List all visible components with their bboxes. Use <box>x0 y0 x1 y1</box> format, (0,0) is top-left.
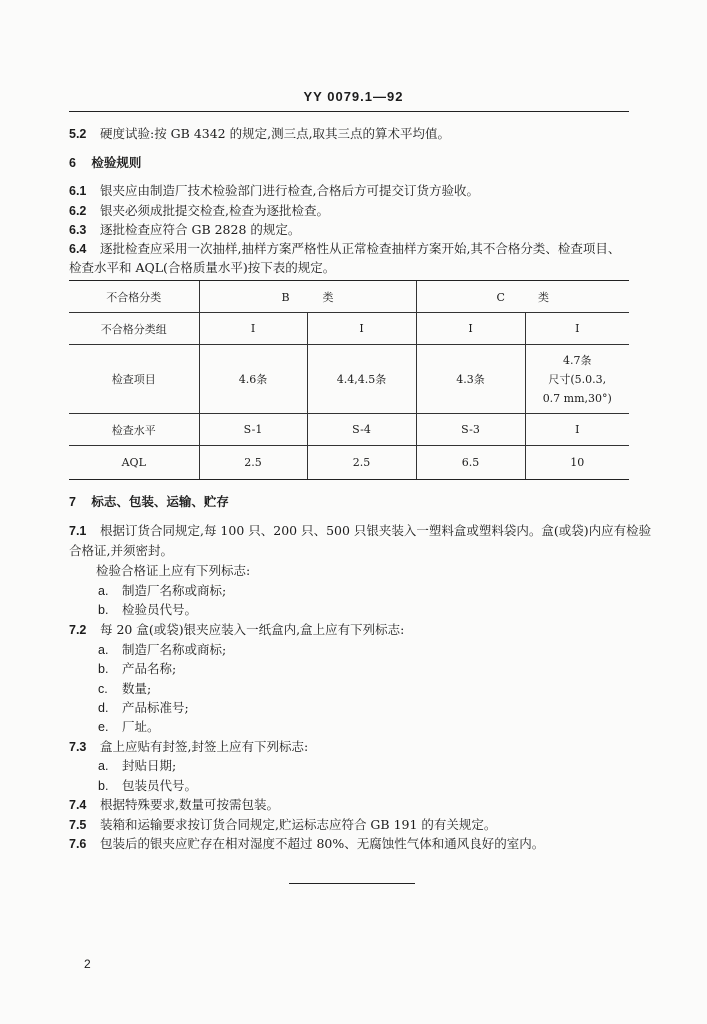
clause-number: 7.4 <box>69 798 87 812</box>
table-cell: S-3 <box>416 414 525 446</box>
table-cell: 2.5 <box>307 446 416 480</box>
clause-number: 5.2 <box>69 127 87 141</box>
clause-7-6 <box>69 836 544 852</box>
table-cell: I <box>307 313 416 345</box>
table-cell-class-b: B 类 <box>199 281 416 313</box>
clause-5-2 <box>69 126 450 142</box>
clause-7-4 <box>69 797 279 813</box>
clause-text: 银夹应由制造厂技术检验部门进行检查,合格后方可提交订货方验收。 <box>99 183 479 198</box>
clause-number: 6.2 <box>69 204 87 218</box>
clause-text-line-1: 逐批检查应采用一次抽样,抽样方案严格性从正常检查抽样方案开始,其不合格分类、检查项目、 <box>99 241 621 256</box>
clause-number: 6.1 <box>69 184 87 198</box>
end-rule <box>289 883 415 884</box>
clause-number: 6.4 <box>69 242 87 256</box>
header-rule <box>69 111 629 112</box>
clause-text: 盒上应贴有封签,封签上应有下列标志: <box>99 739 309 754</box>
table-cell: 10 <box>525 446 629 480</box>
clause-number: 7.5 <box>69 818 87 832</box>
table-cell-line: 4.7条 <box>563 353 592 367</box>
list-item <box>98 602 197 618</box>
table-cell: 不合格分类组 <box>69 313 199 345</box>
clause-7-1-continued: 合格证,并须密封。 <box>69 543 173 558</box>
clause-text: 包装后的银夹应贮存在相对湿度不超过 80%、无腐蚀性气体和通风良好的室内。 <box>99 836 545 851</box>
clause-number: 7.1 <box>69 524 87 538</box>
list-marker: c. <box>98 682 108 696</box>
list-text: 包装员代号。 <box>122 778 198 793</box>
table-cell: 检查水平 <box>69 414 199 446</box>
list-item <box>98 758 176 774</box>
table-cell: 2.5 <box>199 446 307 480</box>
table-cell: S-4 <box>307 414 416 446</box>
list-marker: a. <box>98 584 109 598</box>
table-row <box>69 414 629 446</box>
table-cell: I <box>416 313 525 345</box>
list-marker: b. <box>98 779 109 793</box>
table-cell-line: 0.7 mm,30°) <box>542 391 612 405</box>
inspection-table <box>69 280 629 480</box>
section-title: 检验规则 <box>91 155 142 170</box>
list-item <box>98 681 151 697</box>
clause-text-line-1: 根据订货合同规定,每 100 只、200 只、500 只银夹装入一塑料盒或塑料袋内。盒(或袋)内应有检验 <box>99 523 652 538</box>
table-cell: I <box>199 313 307 345</box>
table-cell-line: 尺寸(5.0.3, <box>548 372 607 386</box>
list-item <box>98 583 226 599</box>
section-7-heading <box>69 494 229 510</box>
clause-number: 7.2 <box>69 623 87 637</box>
clause-6-2 <box>69 203 329 219</box>
clause-6-1 <box>69 183 479 199</box>
list-marker: a. <box>98 759 109 773</box>
list-item <box>98 642 226 658</box>
clause-7-5 <box>69 817 496 833</box>
clause-text: 逐批检查应符合 GB 2828 的规定。 <box>99 222 301 237</box>
clause-text: 根据特殊要求,数量可按需包装。 <box>99 797 279 812</box>
list-item <box>98 719 160 735</box>
table-cell: S-1 <box>199 414 307 446</box>
clause-7-1-intro: 检验合格证上应有下列标志: <box>96 563 251 578</box>
clause-7-3 <box>69 739 308 755</box>
table-cell: AQL <box>69 446 199 480</box>
clause-6-4-continued: 检查水平和 AQL(合格质量水平)按下表的规定。 <box>69 260 336 275</box>
list-text: 检验员代号。 <box>122 602 198 617</box>
table-cell-multiline <box>525 345 629 414</box>
table-row <box>69 313 629 345</box>
list-marker: b. <box>98 662 109 676</box>
table-row <box>69 345 629 414</box>
list-text: 产品名称; <box>122 661 177 676</box>
clause-text: 银夹必须成批提交检查,检查为逐批检查。 <box>99 203 329 218</box>
section-number: 6 <box>69 156 76 170</box>
clause-text: 每 20 盒(或袋)银夹应装入一纸盒内,盒上应有下列标志: <box>99 622 405 637</box>
clause-6-4 <box>69 241 620 257</box>
list-item <box>98 778 197 794</box>
section-number: 7 <box>69 495 76 509</box>
table-cell-class-c: C 类 <box>416 281 629 313</box>
list-marker: e. <box>98 720 109 734</box>
table-cell: 6.5 <box>416 446 525 480</box>
list-marker: b. <box>98 603 109 617</box>
list-text: 制造厂名称或商标; <box>122 642 227 657</box>
clause-7-2 <box>69 622 404 638</box>
clause-text: 装箱和运输要求按订货合同规定,贮运标志应符合 GB 191 的有关规定。 <box>99 817 497 832</box>
section-6-heading <box>69 155 141 171</box>
list-marker: a. <box>98 643 109 657</box>
table-cell: 4.4,4.5条 <box>307 345 416 414</box>
page-number: 2 <box>84 957 91 971</box>
table-cell: I <box>525 414 629 446</box>
section-title: 标志、包装、运输、贮存 <box>91 494 229 509</box>
table-header-row <box>69 281 629 313</box>
table-row <box>69 446 629 480</box>
list-text: 封贴日期; <box>122 758 177 773</box>
clause-number: 7.3 <box>69 740 87 754</box>
table-cell: 检查项目 <box>69 345 199 414</box>
clause-7-1 <box>69 523 651 539</box>
list-text: 数量; <box>122 681 152 696</box>
clause-number: 6.3 <box>69 223 87 237</box>
clause-6-3 <box>69 222 300 238</box>
standard-code-header: YY 0079.1—92 <box>303 89 404 104</box>
list-marker: d. <box>98 701 109 715</box>
list-text: 厂址。 <box>122 719 160 734</box>
table-cell: I <box>525 313 629 345</box>
list-item <box>98 661 176 677</box>
list-text: 产品标准号; <box>122 700 189 715</box>
table-cell: 4.3条 <box>416 345 525 414</box>
clause-number: 7.6 <box>69 837 87 851</box>
list-item <box>98 700 189 716</box>
clause-text: 硬度试验:按 GB 4342 的规定,测三点,取其三点的算术平均值。 <box>99 126 451 141</box>
table-cell: 4.6条 <box>199 345 307 414</box>
list-text: 制造厂名称或商标; <box>122 583 227 598</box>
table-cell: 不合格分类 <box>69 281 199 313</box>
